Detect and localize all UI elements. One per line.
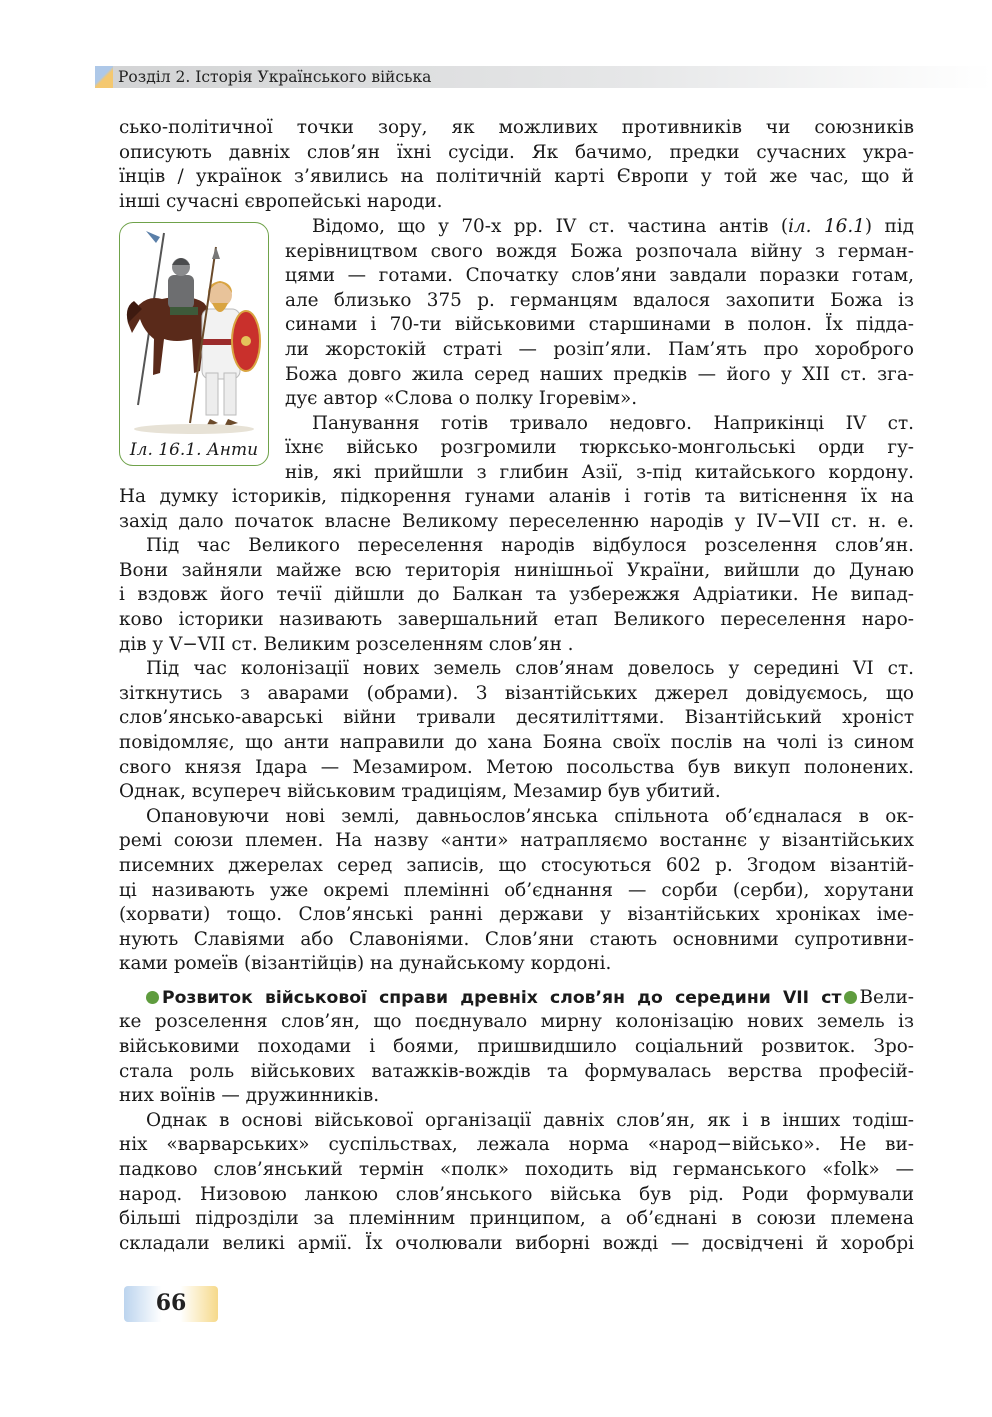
text-line: На думку істориків, підкорення гунами аланів і готів та витіснення їх на bbox=[119, 486, 914, 507]
text-line: більші підрозділи за племінним принципом, а об’єднані в союзи племена bbox=[119, 1208, 914, 1230]
text-line: цями — готами. Спочатку слов’яни завдали поразки готам, bbox=[285, 265, 914, 287]
text-line: Однак в основі військової організації давніх слов’ян, як і в інших тодіш- bbox=[146, 1109, 914, 1131]
paragraph-bozh bbox=[285, 215, 914, 486]
text-line: Під час Великого переселення народів відбулося розселення слов’ян. bbox=[146, 535, 914, 557]
text-line: ками ромеїв (візантійців) на дунайському кордоні. bbox=[119, 953, 612, 975]
text-line: військовими походами і боями, пришвидшило соціальний розвиток. Зро- bbox=[119, 1036, 914, 1058]
text-line: свого князя Ідара — Мезамиром. Метою посольства був викуп полонених. bbox=[119, 756, 914, 778]
text-line: ці називають уже окремі племінні об’єднання — сорби (серби), хорутани bbox=[119, 879, 914, 901]
page-number-badge bbox=[124, 1286, 218, 1322]
intro-paragraph bbox=[119, 116, 914, 214]
text-line: писемних джерелах серед записів, що стосуються 602 р. Згодом візантій- bbox=[119, 854, 914, 876]
page-number: 66 bbox=[155, 1290, 187, 1316]
text-line: них воїнів — дружинників. bbox=[119, 1085, 380, 1107]
figure-caption: Іл. 16.1. Анти bbox=[129, 440, 259, 460]
text-line: ремі союзи племен. На назву «анти» натрапляємо востаннє у візантійських bbox=[119, 830, 914, 852]
text-line: Панування готів тривало недовго. Наприкінці IV ст. bbox=[312, 412, 914, 434]
bullet-dot-icon bbox=[146, 991, 159, 1004]
text-span: Вели- bbox=[859, 986, 914, 1008]
text-line: синами і 70-ти військовими старшинами в полон. Їх підда- bbox=[285, 314, 914, 336]
running-header bbox=[95, 66, 992, 88]
text-line: нують Славіями або Славоніями. Слов’яни стають основними супротивни- bbox=[119, 928, 914, 950]
header-corner-mark bbox=[95, 66, 113, 88]
text-line: (хорвати) тощо. Слов’янські ранні держави у візантійських хроніках іме- bbox=[119, 904, 914, 926]
figure-reference: іл. 16.1 bbox=[788, 216, 865, 237]
text-line: інші сучасні європейські народи. bbox=[119, 190, 443, 212]
text-line: їхнє військо розгромили тюркcько-монгольські орди гу- bbox=[285, 437, 914, 459]
text-line: Опановуючи нові землі, давньослов’янська спільнота об’єдналася в ок- bbox=[146, 805, 914, 827]
text-line: дує автор «Слова о полку Ігоревім». bbox=[285, 388, 638, 410]
chapter-title: Розділ 2. Історія Українського війська bbox=[118, 68, 432, 86]
text-line: Під час колонізації нових земель слов’янам довелось у середині VI ст. bbox=[146, 658, 914, 680]
section-heading: Розвиток військової справи древніх слов’ян до середини VII ст bbox=[162, 987, 842, 1008]
text-line: ли жорстокій страті — розіп’яли. Пам’ять про хороброго bbox=[285, 338, 914, 360]
text-line: складали великі армії. Їх очолювали виборні вожді — досвідчені й хоробрі bbox=[119, 1232, 914, 1254]
text-line: слов’янсько-аварські війни тривали десятиліттями. Візантійський хроніст bbox=[119, 707, 914, 729]
text-line: Вони зайняли майже всю територія нинішньої України, вийшли до Дунаю bbox=[119, 559, 914, 581]
text-line: Однак, всупереч військовим традиціям, Мезамир був убитий. bbox=[119, 781, 721, 803]
text-span: Відомо, що у 70-х рр. IV ст. частина антів ( bbox=[312, 216, 789, 237]
text-line: нів, які прийшли з глибин Азії, з-під китайського кордону. bbox=[285, 461, 914, 483]
text-line: ке розселення слов’ян, що поєднувало мирну колонізацію нових земель із bbox=[119, 1011, 914, 1033]
text-line: Божа довго жила серед наших предків — його у XII ст. зга- bbox=[285, 363, 914, 385]
bullet-dot-icon bbox=[844, 991, 857, 1004]
antes-warriors-image bbox=[120, 223, 268, 465]
text-line: народ. Низовою ланкою слов’янського війська був рід. Роди формували bbox=[119, 1183, 914, 1205]
text-line: їнців / українок з’явились на політичній карті Європи у той же час, що й bbox=[119, 166, 914, 188]
text-line: падково слов’янський термін «полк» походить від германського «folk» — bbox=[119, 1159, 914, 1181]
main-text bbox=[119, 485, 914, 1256]
text-line: ніх «варварських» суспільствах, лежала норма «народ−військо». Не ви- bbox=[119, 1134, 914, 1156]
text-line: повідомляє, що анти направили до хана Бояна своїх послів на чолі із сином bbox=[119, 731, 914, 753]
text-line: і вздовж його течії дійшли до Балкан та узбережжя Адріатики. Не випад- bbox=[119, 584, 914, 606]
text-line bbox=[285, 215, 914, 240]
text-line: дів у V−VII ст. Великим розселенням слов’ян . bbox=[119, 633, 574, 655]
text-line: стала роль військових ватажків-вождів та формувалась верства професій- bbox=[119, 1060, 914, 1082]
text-line: керівництвом свого вождя Божа розпочала війну з герман- bbox=[285, 240, 914, 262]
text-line: сько-політичної точки зору, як можливих противників чи союзників bbox=[119, 117, 914, 138]
text-line: описують давніх слов’ян їхні сусіди. Як бачимо, предки сучасних укра- bbox=[119, 141, 914, 163]
illustration-16-1 bbox=[119, 222, 269, 466]
text-span: ) під bbox=[864, 216, 914, 237]
text-line: захід дало початок власне Великому переселенню народів у IV−VII ст. н. е. bbox=[119, 510, 914, 532]
section-heading-line bbox=[119, 986, 914, 1011]
text-line: але близько 375 р. германцям вдалося захопити Божа із bbox=[285, 289, 914, 311]
text-line: ково історики називають завершальний етап Великого переселення наро- bbox=[119, 608, 914, 630]
text-line: зіткнутись з аварами (обрами). З візантійських джерел довідуємось, що bbox=[119, 682, 914, 704]
